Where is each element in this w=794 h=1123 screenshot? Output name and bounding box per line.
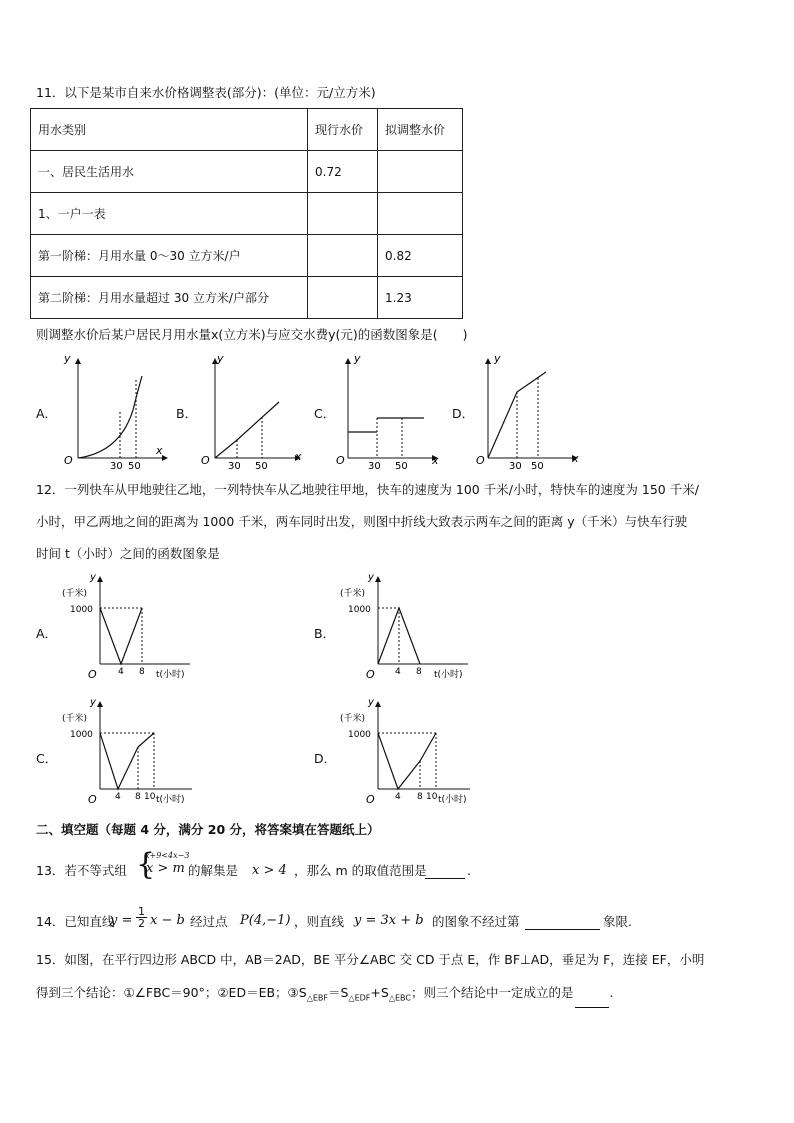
table-row (31, 277, 463, 319)
tick-label: 50 (531, 461, 544, 470)
q12-graph-d (338, 695, 478, 810)
water-price-table (30, 108, 463, 319)
origin-label: O (88, 668, 97, 681)
axis-label-x: x (295, 450, 302, 463)
axis-label-x: t(小时) (434, 670, 463, 680)
q13-condition: x > 4 (252, 863, 287, 878)
table-cell: 第一阶梯：月用水量 0～30 立方米/户 (31, 235, 308, 277)
q13-mid: 的解集是 (188, 863, 239, 878)
table-cell (308, 193, 378, 235)
q14-prefix: 14．已知直线 (36, 914, 115, 929)
axis-label-x: x (572, 452, 579, 465)
q14-line-rest: x − b (150, 913, 185, 928)
axis-label-y: y (494, 352, 501, 365)
brace-icon: { (136, 847, 156, 882)
tick-label: 4 (118, 667, 124, 677)
q13-inequality-2: x > m (146, 861, 185, 876)
axis-unit-y: (千米) (62, 714, 88, 724)
tick-label-1000: 1000 (348, 605, 371, 615)
axis-label-y: y (368, 572, 374, 583)
q15-sub1: △EBF (306, 993, 328, 1003)
tick-label: 8 (416, 667, 422, 677)
tick-label-1000: 1000 (70, 730, 93, 740)
table-header-cell: 现行水价 (308, 109, 378, 151)
tick-label: 8 (417, 792, 423, 802)
q11-graph-b (195, 350, 310, 470)
table-cell: 第二阶梯：月用水量超过 30 立方米/户部分 (31, 277, 308, 319)
fraction-denominator: 2 (138, 917, 145, 930)
q11-graph-c (332, 350, 447, 470)
q15-sub3: △EBC (388, 993, 411, 1003)
q15-line2-c: +S (370, 985, 389, 1000)
axis-unit-y: (千米) (340, 714, 366, 724)
q11-graph-d (472, 350, 587, 470)
origin-label: O (64, 454, 73, 467)
q14-y-eq: y = (110, 913, 133, 928)
tick-label: 50 (255, 461, 268, 470)
axis-label-y: y (90, 697, 96, 708)
q14-answer-blank (525, 913, 600, 930)
q14-point: P(4,−1) (240, 913, 291, 928)
q12-line2: 小时，甲乙两地之间的距离为 1000 千米，两车同时出发，则图中折线大致表示两车之间的距离 y（千米）与快车行驶 (36, 514, 688, 529)
q11-stem: 11．以下是某市自来水价格调整表(部分)：(单位：元/立方米) (36, 85, 376, 100)
q15-line2-d: ；则三个结论中一定成立的是 (410, 985, 574, 1000)
q14-suffix: 象限. (603, 914, 632, 929)
tick-label: 4 (115, 792, 121, 802)
q14-fraction (136, 906, 147, 929)
q15-end: . (609, 985, 614, 1000)
table-cell: 1、一户一表 (31, 193, 308, 235)
axis-label-y: y (368, 697, 374, 708)
tick-label: 4 (395, 792, 401, 802)
q12-option-b: B． (314, 626, 336, 641)
table-cell: 一、居民生活用水 (31, 151, 308, 193)
table-header-cell: 用水类别 (31, 109, 308, 151)
origin-label: O (336, 454, 345, 467)
q11-option-a: A． (36, 406, 58, 421)
tick-label: 50 (395, 461, 408, 470)
q11-question: 则调整水价后某户居民月用水量x(立方米)与应交水费y(元)的函数图象是( ) (36, 327, 468, 342)
tick-label: 30 (509, 461, 522, 470)
section-title: 二、填空题（每题 4 分，满分 20 分，将答案填在答题纸上） (36, 822, 380, 837)
table-cell: 0.72 (308, 151, 378, 193)
axis-label-x: x (432, 454, 439, 467)
q13-prefix: 13．若不等式组 (36, 863, 127, 878)
table-cell (378, 151, 463, 193)
table-cell (308, 277, 378, 319)
tick-label: 10 (144, 792, 156, 802)
q14-mid2: ，则直线 (294, 914, 345, 929)
q11-graph-a (58, 350, 168, 470)
origin-label: O (476, 454, 485, 467)
table-row (31, 109, 463, 151)
q12-graph-c (60, 695, 200, 810)
q14-line2: y = 3x + b (354, 913, 424, 928)
table-cell (308, 235, 378, 277)
origin-label: O (366, 668, 375, 681)
q11-option-d: D． (452, 406, 475, 421)
q12-graph-b (338, 570, 478, 685)
tick-label: 8 (135, 792, 141, 802)
q13-end: . (467, 863, 471, 878)
q12-option-a: A． (36, 626, 58, 641)
axis-unit-y: (千米) (340, 589, 366, 599)
origin-label: O (366, 793, 375, 806)
q12-graph-a (60, 570, 200, 685)
origin-label: O (201, 454, 210, 467)
tick-label-1000: 1000 (348, 730, 371, 740)
q11-option-b: B． (176, 406, 198, 421)
tick-label: 50 (128, 461, 141, 470)
axis-label-y: y (354, 352, 361, 365)
q14-mid1: 经过点 (190, 914, 228, 929)
table-cell (378, 193, 463, 235)
table-row (31, 235, 463, 277)
tick-label: 8 (139, 667, 145, 677)
q13-answer-blank (425, 862, 465, 879)
q15-line1: 15．如图，在平行四边形 ABCD 中，AB＝2AD，BE 平分∠ABC 交 CD 于点 E，作 BF⊥AD，垂足为 F，连接 EF，小明 (36, 952, 705, 967)
table-row (31, 193, 463, 235)
q11-option-c: C． (314, 406, 336, 421)
tick-label: 4 (395, 667, 401, 677)
axis-label-y: y (217, 352, 224, 365)
q15-line2 (36, 984, 613, 1008)
axis-label-y: y (90, 572, 96, 583)
q12-option-d: D． (314, 751, 337, 766)
axis-label-y: y (64, 352, 71, 365)
q12-option-c: C． (36, 751, 58, 766)
table-header-cell: 拟调整水价 (378, 109, 463, 151)
table-cell: 1.23 (378, 277, 463, 319)
axis-label-x: t(小时) (156, 670, 185, 680)
fraction-numerator: 1 (138, 905, 145, 918)
q14-mid3: 的图象不经过第 (432, 914, 520, 929)
q13-suffix: ，那么 m 的取值范围是 (294, 863, 427, 878)
q13-inequality-1: x+9<4x−3 (145, 851, 190, 860)
axis-label-x: x (156, 444, 163, 457)
tick-label: 30 (228, 461, 241, 470)
table-row (31, 151, 463, 193)
axis-label-x: t(小时) (438, 795, 467, 805)
tick-label: 30 (368, 461, 381, 470)
q15-sub2: △EDF (348, 993, 371, 1003)
q12-line1: 12．一列快车从甲地驶往乙地，一列特快车从乙地驶往甲地，快车的速度为 100 千米/小时，特快车的速度为 150 千米/ (36, 482, 699, 497)
table-cell: 0.82 (378, 235, 463, 277)
tick-label: 30 (110, 461, 123, 470)
q15-line2-b: ＝S (327, 985, 349, 1000)
tick-label: 10 (426, 792, 438, 802)
tick-label-1000: 1000 (70, 605, 93, 615)
q12-line3: 时间 t（小时）之间的函数图象是 (36, 546, 220, 561)
axis-unit-y: (千米) (62, 589, 88, 599)
q15-answer-blank (575, 993, 609, 1008)
origin-label: O (88, 793, 97, 806)
q15-line2-a: 得到三个结论：①∠FBC＝90°；②ED＝EB；③S (36, 985, 307, 1000)
axis-label-x: t(小时) (156, 795, 185, 805)
